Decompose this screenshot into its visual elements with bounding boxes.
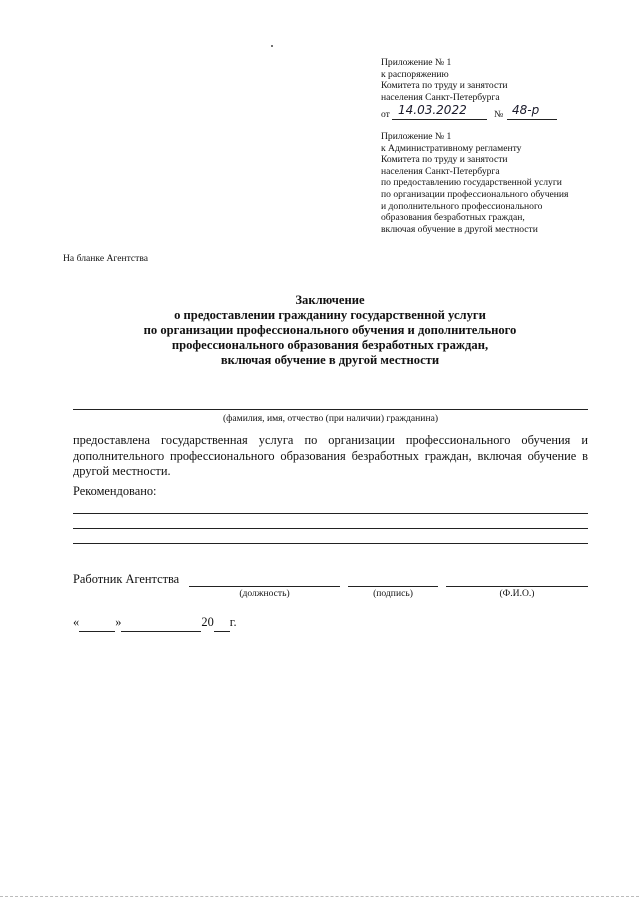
- annex-order-line: к распоряжению: [381, 68, 449, 80]
- title-line: о предоставлении гражданину государственной услуги: [174, 308, 486, 322]
- annex-block-regulation: [381, 131, 568, 235]
- signature-line: [348, 586, 438, 587]
- citizen-caption: (фамилия, имя, отчество (при наличии) гражданина): [222, 413, 439, 424]
- scan-bottom-edge: [0, 896, 639, 897]
- recommendation-line: [73, 528, 588, 529]
- annex-regulation-line: к Административному регламенту: [381, 142, 522, 154]
- year-blank: [214, 615, 230, 632]
- title-heading: Заключение: [295, 293, 365, 307]
- annex-regulation-line: Комитета по труду и занятости: [381, 154, 508, 166]
- date-open-quote: «: [73, 615, 80, 629]
- letterhead-note: На бланке Агентства: [63, 253, 149, 264]
- number-underline: [507, 119, 557, 120]
- position-caption: (должность): [239, 588, 290, 599]
- document-title: [60, 293, 600, 368]
- handwritten-number: 48-р: [512, 103, 540, 117]
- recommendation-line: [73, 513, 588, 514]
- number-prefix: №: [494, 109, 504, 120]
- year-prefix: 20: [201, 615, 214, 629]
- annex-order-line: Комитета по труду и занятости: [381, 80, 508, 92]
- worker-label: Работник Агентства: [73, 572, 180, 586]
- annex-regulation-line: Приложение № 1: [381, 131, 452, 142]
- signature-caption: (подпись): [373, 588, 413, 599]
- annex-regulation-line: населения Санкт-Петербурга: [381, 165, 500, 177]
- annex-order-line: населения Санкт-Петербурга: [381, 91, 500, 103]
- date-close-quote: »: [115, 615, 122, 629]
- date-prefix: от: [381, 109, 390, 120]
- citizen-name-line: [73, 409, 588, 410]
- name-line: [446, 586, 588, 587]
- annex-order-line: Приложение № 1: [381, 57, 452, 68]
- recommendation-line: [73, 543, 588, 544]
- year-suffix: г.: [229, 615, 237, 629]
- recommended-label: Рекомендовано:: [73, 484, 157, 498]
- annex-regulation-line: по предоставлению государственной услуги: [381, 177, 562, 189]
- month-blank: [121, 615, 201, 632]
- annex-block-order: [381, 57, 508, 103]
- annex-regulation-line: включая обучение в другой местности: [381, 223, 538, 235]
- day-blank: [79, 615, 115, 632]
- handwritten-date: 14.03.2022: [398, 103, 467, 117]
- date-underline: [392, 119, 487, 120]
- annex-regulation-line: по организации профессионального обучения: [381, 188, 569, 200]
- annex-date-row: [381, 109, 390, 121]
- title-line: по организации профессионального обучения и дополнительного: [143, 323, 517, 337]
- scan-speck: [271, 45, 273, 47]
- name-caption: (Ф.И.О.): [499, 588, 535, 599]
- position-line: [189, 586, 340, 587]
- date-line: [73, 615, 237, 632]
- annex-regulation-line: и дополнительного профессионального: [381, 200, 543, 212]
- title-line: включая обучение в другой местности: [220, 353, 440, 367]
- title-line: профессионального образования безработных граждан,: [171, 338, 489, 352]
- annex-regulation-line: образования безработных граждан,: [381, 212, 525, 224]
- body-paragraph: предоставлена государственная услуга по организации профессионального обучения и дополнительного профессионального образования безработных граждан, включая обучение в другой местности.: [73, 433, 588, 478]
